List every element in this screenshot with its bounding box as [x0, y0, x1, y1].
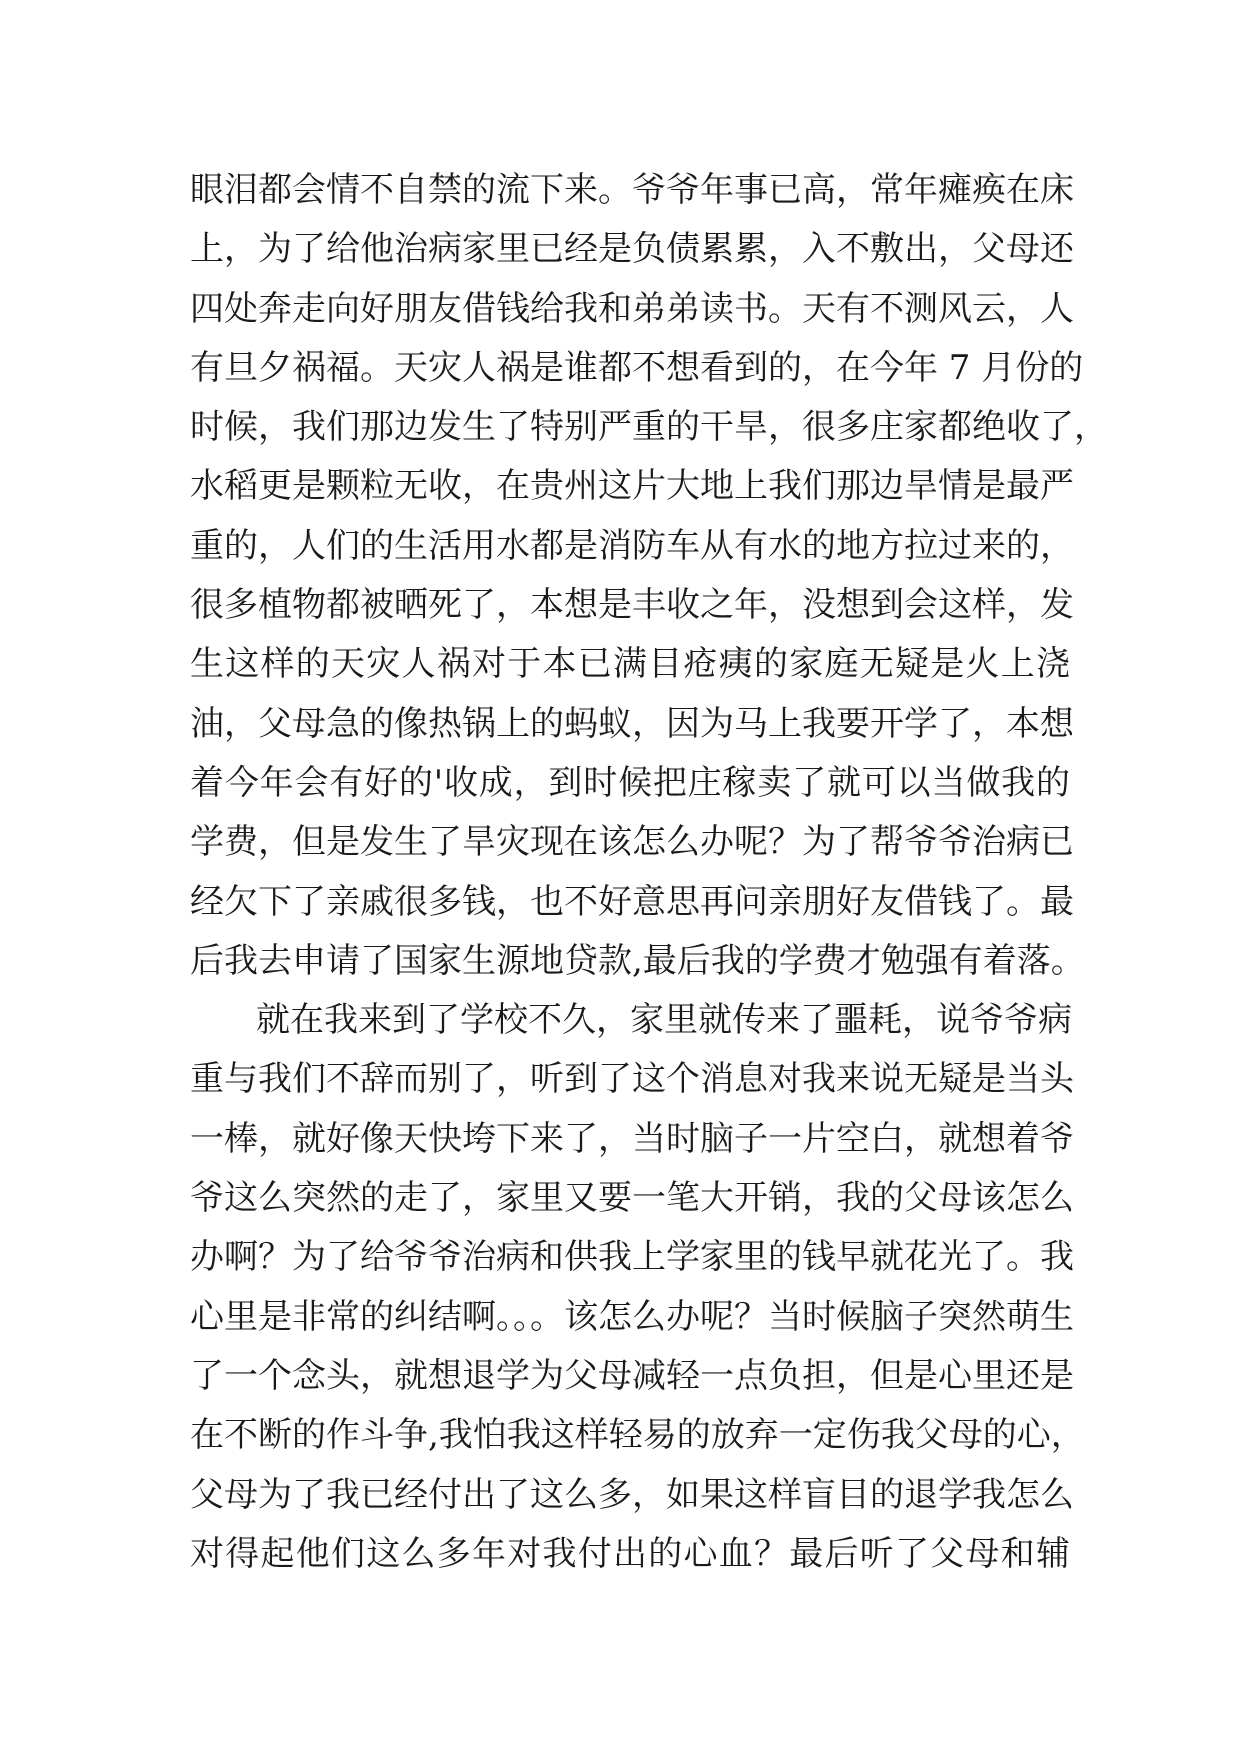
- text-line: 一棒，就好像天快垮下来了，当时脑子一片空白，就想着爷: [190, 1118, 1074, 1159]
- text-line: 心里是非常的纠结啊。。。该怎么办呢？当时候脑子突然萌生: [190, 1296, 1074, 1337]
- text-line: 办啊？为了给爷爷治病和供我上学家里的钱早就花光了。我: [190, 1237, 1074, 1278]
- text-line: 上，为了给他治病家里已经是负债累累，入不敷出，父母还: [190, 229, 1074, 270]
- text-line: 在不断的作斗争,我怕我这样轻易的放弃一定伤我父母的心，: [190, 1415, 1085, 1456]
- text-line: 水稻更是颗粒无收，在贵州这片大地上我们那边旱情是最严: [190, 466, 1074, 507]
- text-line: 了一个念头，就想退学为父母减轻一点负担，但是心里还是: [190, 1355, 1074, 1396]
- text-line: 学费，但是发生了旱灾现在该怎么办呢？为了帮爷爷治病已: [190, 822, 1074, 863]
- text-line: 油，父母急的像热锅上的蚂蚁，因为马上我要开学了，本想: [190, 703, 1074, 744]
- text-line: 对得起他们这么多年对我付出的心血？最后听了父母和辅: [190, 1533, 1070, 1574]
- text-line: 生这样的天灾人祸对于本已满目疮痍的家庭无疑是火上浇: [190, 644, 1070, 685]
- text-line: 很多植物都被晒死了，本想是丰收之年，没想到会这样，发: [190, 585, 1074, 626]
- text-line: 四处奔走向好朋友借钱给我和弟弟读书。天有不测风云，人: [190, 288, 1074, 329]
- text-line: 爷这么突然的走了，家里又要一笔大开销，我的父母该怎么: [190, 1178, 1074, 1219]
- text-line: 父母为了我已经付出了这么多，如果这样盲目的退学我怎么: [190, 1474, 1074, 1515]
- text-line: 时候，我们那边发生了特别严重的干旱，很多庄家都绝收了，: [190, 407, 1108, 448]
- text-line: 经欠下了亲戚很多钱，也不好意思再问亲朋好友借钱了。最: [190, 881, 1074, 922]
- paragraph-start-line: 就在我来到了学校不久，家里就传来了噩耗，说爷爷病: [256, 1000, 1072, 1041]
- text-line: 眼泪都会情不自禁的流下来。爷爷年事已高，常年瘫痪在床: [190, 170, 1074, 210]
- text-line: 后我去申请了国家生源地贷款,最后我的学费才勉强有着落。: [190, 940, 1085, 981]
- text-line: 重与我们不辞而别了，听到了这个消息对我来说无疑是当头: [190, 1059, 1074, 1100]
- body-text: [190, 161, 1108, 1584]
- text-line: 着今年会有好的'收成，到时候把庄稼卖了就可以当做我的: [190, 762, 1070, 803]
- text-line: 有旦夕祸福。天灾人祸是谁都不想看到的，在今年 7 月份的: [190, 347, 1084, 388]
- text-line: 重的，人们的生活用水都是消防车从有水的地方拉过来的，: [190, 525, 1074, 566]
